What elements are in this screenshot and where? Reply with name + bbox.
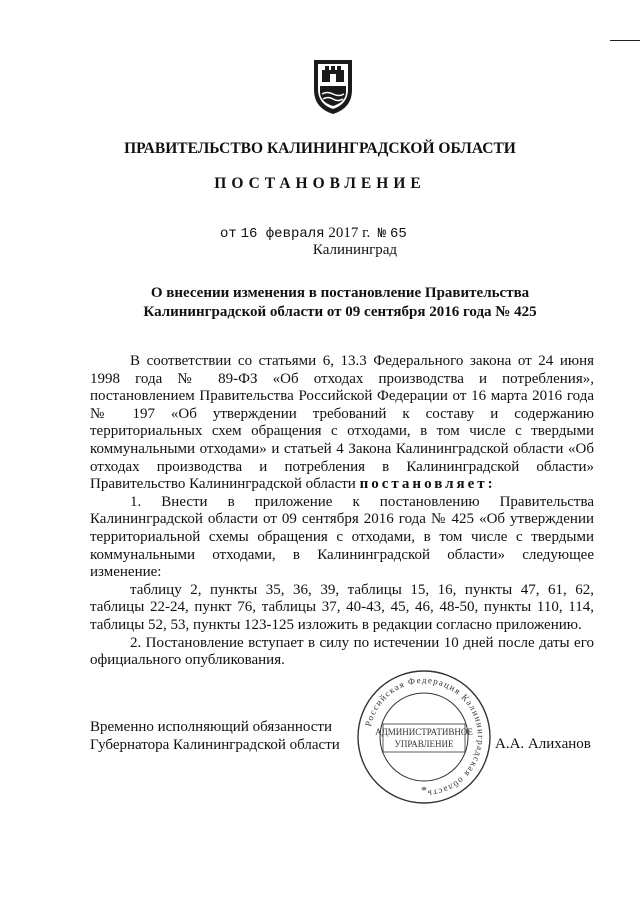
document-number: 65: [389, 226, 407, 242]
seal-center-line-1: АДМИНИСТРАТИВНОЕ: [375, 727, 473, 737]
seal-center-line-2: УПРАВЛЕНИЕ: [394, 739, 454, 749]
preamble-text: В соответствии со статьями 6, 13.3 Федерального закона от 24 июня 1998 года № 89-ФЗ «Об отходах производства и потребления», постановлением Правительства Российской Федерации от 16 марта 2016 года № 197 «Об утверждении требований к составу и содержанию территориальных схем обращения с отходами, в том числе с твердыми коммунальными отходами» и статьей 4 Закона Калининградской области «Об отходах производства и потребления в Калининградской области» Правительство Калининградской области: [90, 353, 594, 493]
seal-ring-text: Российская Федерация Калининградская область: [363, 674, 487, 799]
document-subject: [90, 284, 590, 322]
subject-line-2: Калининградской области от 09 сентября 2016 года № 425: [143, 304, 537, 320]
document-body: [90, 353, 594, 670]
signer-position-line-2: Губернатора Калининградской области: [90, 737, 340, 753]
signer-name: А.А. Алиханов: [495, 736, 591, 752]
decree-word: постановляет:: [359, 476, 496, 493]
corner-mark: [610, 40, 640, 41]
paragraph-item-1: 1. Внести в приложение к постановлению Правительства Калининградской области от 09 сентября 2016 года № 425 «Об утверждении территориальной схемы обращения с отходами, в том числе с твердыми коммунальными отходами, в Калининградской области» следующее изменение:: [90, 493, 594, 581]
date-day-month: 16 февраля: [240, 226, 325, 242]
official-seal-stamp: [355, 668, 493, 806]
coat-of-arms-icon: [308, 56, 358, 116]
number-label: №: [377, 226, 387, 242]
document-date-number: [220, 225, 407, 242]
signer-position: [90, 718, 340, 754]
seal-star: *: [421, 783, 427, 797]
date-year: 2017 г.: [328, 225, 371, 241]
city: Калининград: [312, 242, 398, 258]
subject-line-1: О внесении изменения в постановление Правительства: [150, 285, 530, 301]
document-type: ПОСТАНОВЛЕНИЕ: [214, 175, 426, 192]
government-title: ПРАВИТЕЛЬСТВО КАЛИНИНГРАДСКОЙ ОБЛАСТИ: [124, 140, 516, 157]
paragraph-item-2: 2. Постановление вступает в силу по истечении 10 дней после даты его официального опубликования.: [90, 634, 594, 669]
date-prefix: от: [220, 226, 237, 242]
paragraph-changes: таблицу 2, пункты 35, 36, 39, таблицы 15, 16, пункты 47, 61, 62, таблицы 22-24, пункт 76, таблицы 37, 40-43, 45, 46, 48-50, пункты 110, 114, таблицы 52, 53, пункты 123-125 изложить в редакции согласно приложению.: [90, 581, 594, 633]
paragraph-preamble: [90, 353, 594, 494]
signer-position-line-1: Временно исполняющий обязанности: [90, 719, 333, 735]
